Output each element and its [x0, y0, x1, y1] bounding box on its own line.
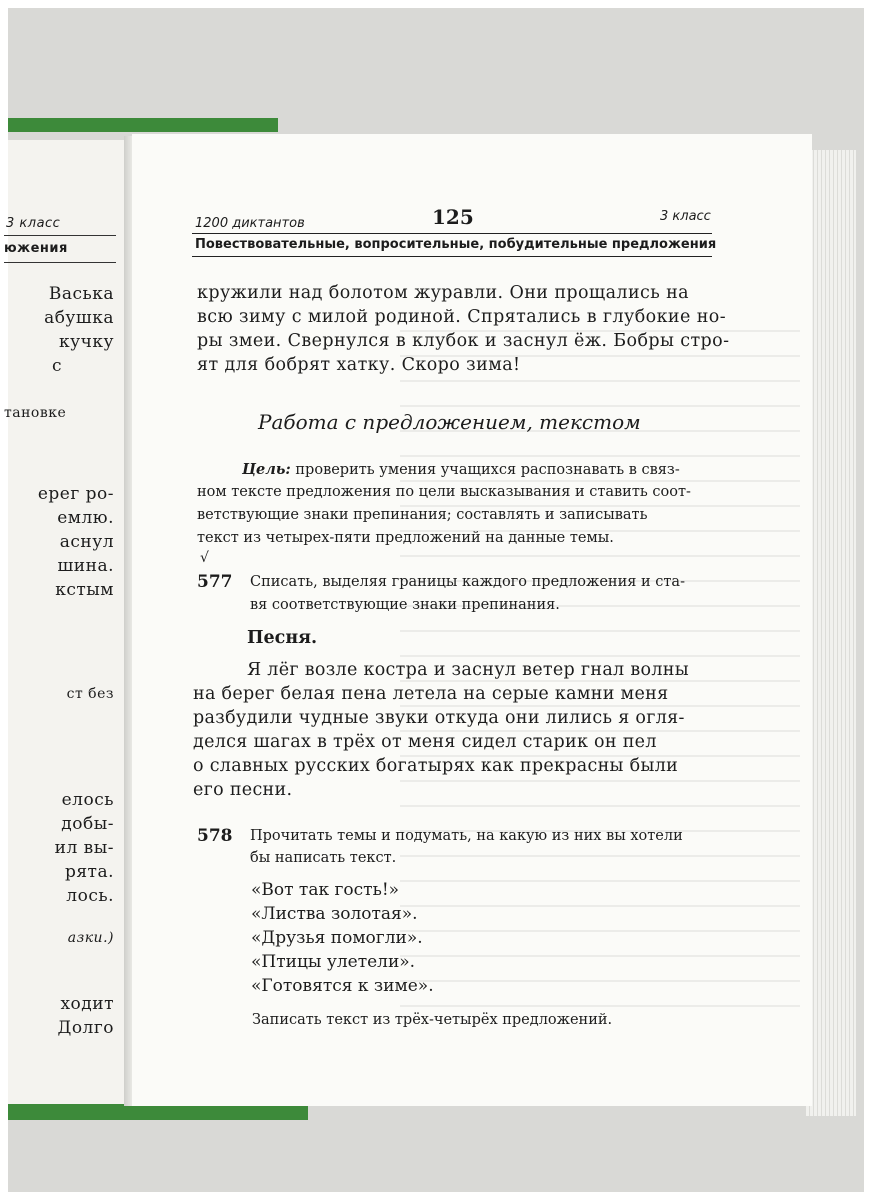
left-page-rule [4, 235, 116, 236]
theme-item: «Листва золотая». [251, 904, 418, 924]
left-page-line: ходит [60, 994, 114, 1014]
theme-item: «Друзья помогли». [251, 928, 423, 948]
header-rule [192, 233, 712, 234]
theme-item: «Птицы улетели». [251, 952, 416, 972]
left-page-line: лось. [66, 886, 114, 906]
left-page-line: абушка [44, 308, 114, 328]
book-cover-top [8, 118, 278, 132]
exercise-text-line: о славных русских богатырях как прекрасны были [193, 756, 679, 776]
handwritten-checkmark: √ [200, 550, 209, 566]
left-page-topic: южения [4, 241, 68, 256]
left-page-line: аснул [59, 532, 114, 552]
left-page-line: ерег ро- [37, 484, 114, 504]
exercise-text-line: делся шагах в трёх от меня сидел старик он пел [193, 732, 657, 752]
header-rule [192, 256, 712, 257]
goal-line: текст из четырех-пяти предложений на данные темы. [197, 530, 614, 546]
left-page-line: рята. [64, 862, 114, 882]
goal-label: Цель: [242, 461, 291, 478]
left-page-line: елось [61, 790, 114, 810]
book-title-header: 1200 диктантов [195, 216, 305, 231]
text-title: Песня. [247, 628, 318, 648]
page-number: 125 [432, 205, 474, 229]
exercise-instruction: вя соответствующие знаки препинания. [250, 597, 560, 613]
goal-line: ветствующие знаки препинания; составлять и записывать [197, 507, 648, 523]
goal-line [242, 461, 680, 478]
book-cover-bottom [8, 1104, 308, 1120]
left-page-line: Васька [48, 284, 114, 304]
exercise-number: 577 [197, 572, 233, 592]
left-page-line: шина. [57, 556, 114, 576]
exercise-text-line: на берег белая пена летела на серые камни меня [193, 684, 669, 704]
intro-line: кружили над болотом журавли. Они прощались на [197, 283, 689, 303]
goal-line: ном тексте предложения по цели высказывания и ставить соот- [197, 484, 691, 500]
final-task: Записать текст из трёх-четырёх предложений. [252, 1012, 613, 1028]
left-page-line: добы- [61, 814, 114, 834]
left-page-line: Долго [57, 1018, 114, 1038]
exercise-instruction: бы написать текст. [250, 850, 397, 866]
left-page-line: емлю. [57, 508, 114, 528]
theme-item: «Вот так гость!» [251, 880, 400, 900]
exercise-instruction: Списать, выделяя границы каждого предложения и ста- [250, 574, 685, 590]
left-page-line: с [52, 356, 63, 376]
left-page-rule [4, 262, 116, 263]
bleed-through-texture [400, 330, 800, 1030]
intro-line: ят для бобрят хатку. Скоро зима! [197, 355, 521, 375]
grade-header: 3 класс [660, 209, 711, 224]
goal-text: проверить умения учащихся распознавать в связ- [290, 462, 680, 478]
exercise-instruction: Прочитать темы и подумать, на какую из них вы хотели [250, 828, 683, 844]
left-page-line: кстым [55, 580, 114, 600]
exercise-text-line: разбудили чудные звуки откуда они лились я огля- [193, 708, 685, 728]
theme-item: «Готовятся к зиме». [251, 976, 434, 996]
intro-line: всю зиму с милой родиной. Спрятались в глубокие но- [197, 307, 727, 327]
left-page-line: ил вы- [54, 838, 114, 858]
page-edges [806, 150, 856, 1116]
left-page-header: 3 класс [6, 216, 61, 231]
left-page-line: азки.) [67, 930, 114, 946]
exercise-number: 578 [197, 826, 233, 846]
intro-line: ры змеи. Свернулся в клубок и заснул ёж. Бобры стро- [197, 331, 730, 351]
exercise-text-line: его песни. [193, 780, 293, 800]
section-title: Работа с предложением, текстом [258, 410, 641, 434]
left-page-line: кучку [59, 332, 114, 352]
left-page-line: тановке [4, 405, 67, 421]
exercise-text-line: Я лёг возле костра и заснул ветер гнал волны [247, 660, 689, 680]
topic-header: Повествовательные, вопросительные, побудительные предложения [195, 237, 717, 252]
left-page-line: ст без [66, 686, 114, 702]
